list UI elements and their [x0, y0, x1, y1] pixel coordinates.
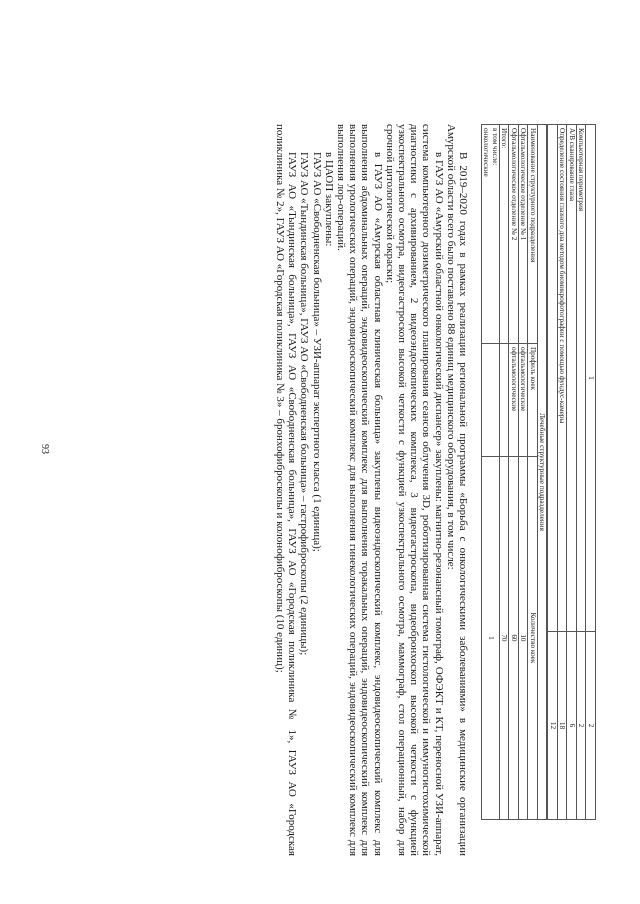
table-header-row [586, 125, 596, 820]
body-text [274, 80, 469, 860]
examinations-table [548, 124, 597, 820]
table-row [500, 125, 510, 820]
paragraph: ГАУЗ АО «Тындинская больница», ГАУЗ АО «Свободненская больница», ГАУЗ АО «Городская поликлиника № 1», ГАУЗ АО «Городская поликлиника № 2», ГАУЗ АО «Городская поликлиника № 3» – бронхофиброскопы и колонофиброскопы (10 единиц); [273, 124, 299, 856]
table-row [577, 125, 587, 820]
table-row [482, 125, 500, 820]
table-cell: Компьютерная периметрия [577, 125, 587, 632]
table-row [519, 125, 529, 820]
table-cell: Итого: [500, 125, 510, 344]
table-cell: 18 [558, 631, 568, 819]
table-cell: офтальмологические [509, 343, 519, 456]
paragraph: в ГАУЗ АО «Амурская областная клиническая больница» закуплены видеоэндоскопический комплекс, эндовидеоскопический комплекс для выполнения абдоминальных операций, эндовидеоскопический комплекс для выполнения торакальных операций, эндовидеоскопический комплекс для выполнения урологических операций, эндовидеоскопический комплекс для выполнения гинекологических операций, эндовидеоскопический комплекс для выполнения лор-операций. [334, 124, 384, 856]
table-cell: 1 [482, 456, 500, 819]
beds-table [481, 124, 548, 820]
paragraph: в ГАУЗ АО «Амурский областной онкологический диспансер» закуплены: магнитно-резонансный томограф, ОФЭКТ и КТ, переносной УЗИ-аппарат, система компьютерного дозиметрического планирования сеансов облучения 3D, роботизированная система гистологической и иммуногистохимической диагностики с архивированием, 2 видеоэндоскопических комплекса, 3 видеогастроскопа, видеобронхоскоп высокой четкости с функцией узкоспектрального осмотра, видеогастроскоп высокой четкости с функцией узкоспектрального осмотра, маммограф, стол операционный, набор для срочной цитологической окраски; [383, 124, 445, 856]
table-cell: Офтальмологическое отделение № 2 [509, 125, 519, 344]
paragraph: ГАУЗ АО «Тындинская больница», ГАУЗ АО «Свободненская больница» – гастрофиброскопы (2 единицы); [298, 152, 311, 656]
table-cell: 12 [548, 631, 558, 819]
table-cell: Определение состояния глазного дна методом биомикрофотографии с помощью фундус-камеры [558, 125, 568, 632]
table-cell [500, 343, 510, 456]
paragraph: ГАУЗ АО «Свободненская больница» – УЗИ-аппарат экспертного класса (1 единица); [310, 152, 323, 552]
table-cell: офтальмологические [519, 343, 529, 456]
table-header-cell: Наименование структурного подразделения [528, 125, 538, 344]
table-cell: Офтальмологическое отделение № 1 [519, 125, 529, 344]
table-header-cell: Количество коек [528, 456, 538, 819]
table-row [548, 125, 558, 820]
table-cell: 2 [577, 631, 587, 819]
table-cell: 6 [567, 631, 577, 819]
table-header-row [528, 125, 538, 820]
table-cell: А/В сканирование глаза [567, 125, 577, 632]
table-title-row [538, 125, 548, 820]
table-header-cell: 1 [586, 125, 596, 632]
table-row [509, 125, 519, 820]
table-cell [482, 343, 500, 456]
table-cell: 60 [509, 456, 519, 819]
table-header-cell: 2 [586, 631, 596, 819]
table-cell: 70 [500, 456, 510, 819]
table-row [567, 125, 577, 820]
table-cell: 10 [519, 456, 529, 819]
table-row [558, 125, 568, 820]
paragraph: в ЦАОП закуплены: [322, 152, 335, 247]
table-cell: в том числе: онкологические [482, 125, 500, 344]
table-header-cell: Профиль коек [528, 343, 538, 456]
table-cell [548, 125, 558, 632]
page-number: 93 [39, 444, 50, 454]
table-title: Лечебные структурные подразделения [538, 125, 548, 820]
rotated-page-content [56, 80, 596, 860]
paragraph: В 2019–2020 годах в рамках реализации региональной программы «Борьба с онкологическими заболеваниями» в медицинские организации Амурской области всего было поставлено 88 единиц медицинского оборудования, в том числе: [444, 124, 469, 856]
